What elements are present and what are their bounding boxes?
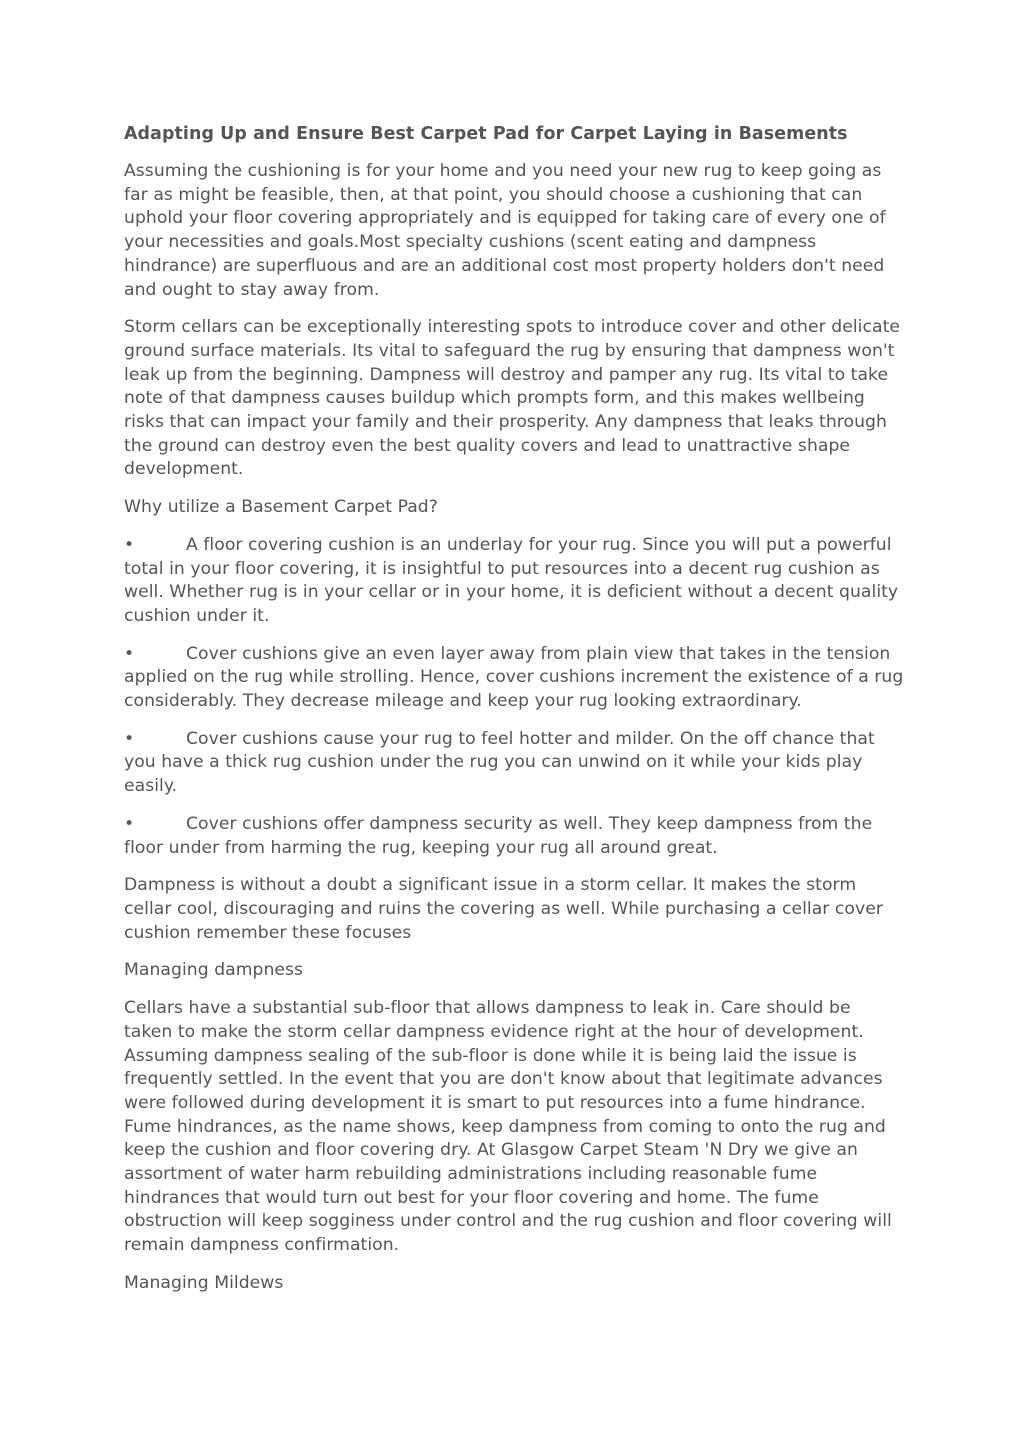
- bullet-item-3: [124, 728, 904, 799]
- bullet-text: A floor covering cushion is an underlay for your rug. Since you will put a powerful total in your floor covering, it is insightful to put resources into a decent rug cushion as well. Whether rug is in your cellar or in your home, it is deficient without a decent quality cushion under it.: [124, 534, 899, 626]
- document-page: [124, 122, 904, 1310]
- storm-cellars-paragraph: Storm cellars can be exceptionally interesting spots to introduce cover and other delicate ground surface materials. Its vital to safeguard the rug by ensuring that dampness won't leak up from the beginning. Dampness will destroy and pamper any rug. Its vital to take note of that dampness causes buildup which prompts form, and this makes wellbeing risks that can impact your family and their prosperity. Any dampness that leaks through the ground can destroy even the best quality covers and lead to unattractive shape development.: [124, 317, 900, 480]
- intro-paragraph: Assuming the cushioning is for your home and you need your new rug to keep going as far as might be feasible, then, at that point, you should choose a cushioning that can uphold your floor covering appropriately and is equipped for taking care of every one of your necessities and goals.Most specialty cushions (scent eating and dampness hindrance) are superfluous and are an additional cost most property holders don't need and ought to stay away from.: [124, 161, 886, 300]
- managing-dampness-paragraph: Cellars have a substantial sub-floor that allows dampness to leak in. Care should be taken to make the storm cellar dampness evidence right at the hour of development. Assuming dampness sealing of the sub-floor is done while it is being laid the issue is frequently settled. In the event that you are don't know about that legitimate advances were followed during development it is smart to put resources into a fume hindrance. Fume hindrances, as the name shows, keep dampness from coming to onto the rug and keep the cushion and floor covering dry. At Glasgow Carpet Steam 'N Dry we give an assortment of water harm rebuilding administrations including reasonable fume hindrances that would turn out best for your floor covering and home. The fume obstruction will keep sogginess under control and the rug cushion and floor covering will remain dampness confirmation.: [124, 998, 892, 1256]
- bullet-item-4: [124, 813, 904, 860]
- why-heading: Why utilize a Basement Carpet Pad?: [124, 497, 438, 518]
- bullet-marker: •: [124, 643, 135, 664]
- dampness-issue-paragraph: Dampness is without a doubt a significant issue in a storm cellar. It makes the storm cellar cool, discouraging and ruins the covering as well. While purchasing a cellar cover cushion remember these focuses: [124, 875, 883, 943]
- bullet-text: Cover cushions give an even layer away from plain view that takes in the tension applied on the rug while strolling. Hence, cover cushions increment the existence of a rug considerably. They decrease mileage and keep your rug looking extraordinary.: [124, 643, 904, 712]
- bullet-text: Cover cushions cause your rug to feel hotter and milder. On the off chance that you have a thick rug cushion under the rug you can unwind on it while your kids play easily.: [124, 728, 875, 797]
- bullet-marker: •: [124, 813, 135, 834]
- bullet-text: Cover cushions offer dampness security as well. They keep dampness from the floor under from harming the rug, keeping your rug all around great.: [124, 813, 873, 858]
- bullet-item-1: [124, 534, 904, 629]
- managing-dampness-heading: Managing dampness: [124, 960, 304, 981]
- document-title: Adapting Up and Ensure Best Carpet Pad for Carpet Laying in Basements: [124, 124, 848, 144]
- managing-mildews-heading: Managing Mildews: [124, 1272, 284, 1293]
- bullet-item-2: [124, 643, 904, 714]
- bullet-marker: •: [124, 728, 135, 749]
- bullet-marker: •: [124, 534, 135, 555]
